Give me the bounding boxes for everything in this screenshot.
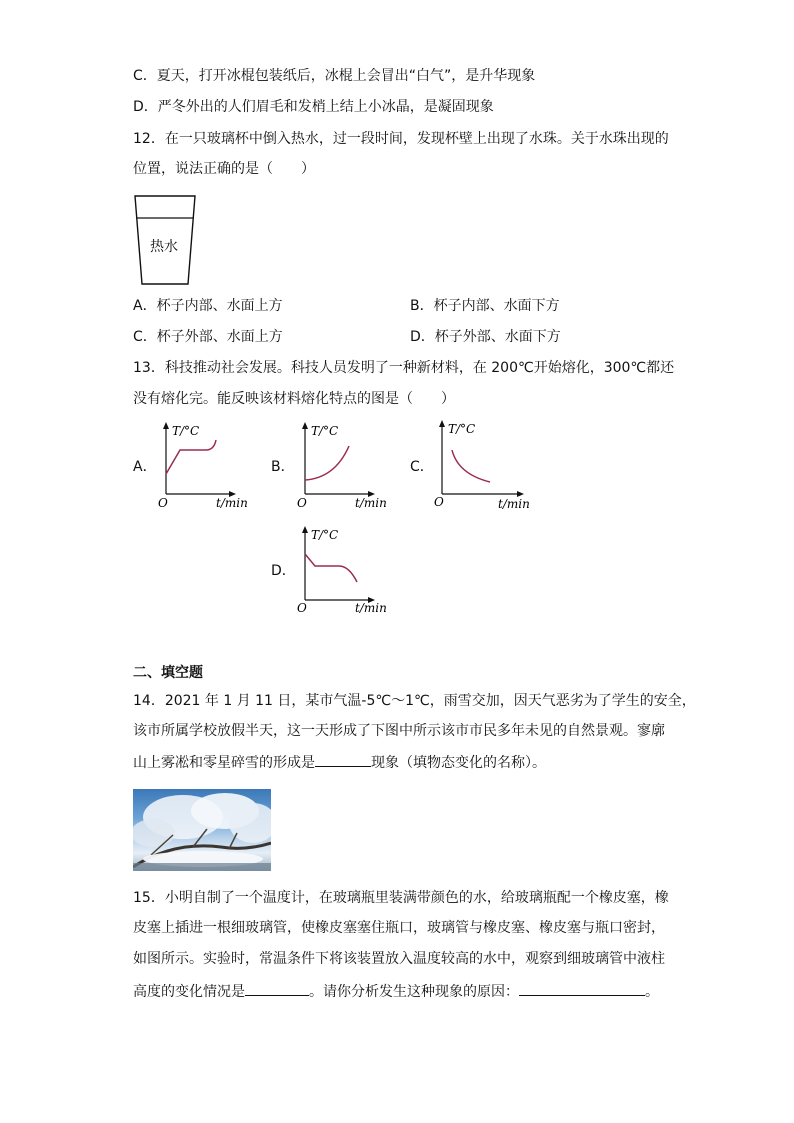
q12-stem-line2: 位置，说法正确的是（ ） bbox=[133, 161, 315, 177]
cup-figure bbox=[133, 194, 197, 286]
graph-b-curve bbox=[305, 446, 349, 480]
q15-stem-line2: 皮塞上插进一根细玻璃管，使橡皮塞塞住瓶口，玻璃管与橡皮塞、橡皮塞与瓶口密封， bbox=[133, 920, 665, 936]
graph-b-y-arrow bbox=[302, 422, 308, 429]
graph-b-letter: B． bbox=[271, 459, 295, 475]
graph-c-xlabel: t/min bbox=[498, 497, 530, 511]
graph-b-ylabel: T/°C bbox=[311, 424, 339, 438]
cup-label: 热水 bbox=[150, 239, 178, 255]
q15-answer-blank-1[interactable] bbox=[245, 981, 309, 996]
graph-d-origin: O bbox=[297, 601, 307, 615]
graph-d-xlabel: t/min bbox=[355, 601, 387, 615]
graph-d bbox=[289, 522, 399, 618]
graph-b-origin: O bbox=[297, 496, 307, 510]
q14-line3-after: 现象（填物态变化的名称）。 bbox=[371, 755, 546, 771]
graph-c-origin: O bbox=[434, 495, 444, 509]
graph-c bbox=[428, 416, 538, 514]
graph-d-ylabel: T/°C bbox=[311, 528, 339, 542]
rime-photo bbox=[133, 789, 271, 871]
graph-d-letter: D． bbox=[271, 563, 296, 579]
q15-answer-blank-2[interactable] bbox=[519, 981, 645, 996]
q15-line4-c: 。 bbox=[645, 984, 659, 1000]
q15-line4-a: 高度的变化情况是 bbox=[133, 984, 245, 1000]
graph-b bbox=[289, 418, 399, 514]
q14-stem-line1: 14．2021 年 1 月 11 日，某市气温-5℃～1℃，雨雪交加，因天气恶劣为了学生的安全， bbox=[133, 693, 696, 709]
graph-c-y-arrow bbox=[439, 420, 445, 427]
graph-d-curve bbox=[305, 554, 357, 582]
q12-stem-line1: 12．在一只玻璃杯中倒入热水，过一段时间，发现杯壁上出现了水珠。关于水珠出现的 bbox=[133, 131, 669, 147]
graph-a-letter: A． bbox=[133, 459, 157, 475]
graph-a bbox=[150, 418, 260, 514]
graph-a-xlabel: t/min bbox=[216, 496, 248, 510]
q12-option-a: A．杯子内部、水面上方 bbox=[133, 298, 283, 314]
graph-d-y-arrow bbox=[302, 526, 308, 533]
q11-option-d: D．严冬外出的人们眉毛和发梢上结上小冰晶，是凝固现象 bbox=[133, 99, 494, 115]
graph-c-ylabel: T/°C bbox=[448, 422, 476, 436]
graph-c-curve bbox=[452, 450, 490, 482]
q15-stem-line1: 15．小明自制了一个温度计，在玻璃瓶里装满带颜色的水，给玻璃瓶配一个橡皮塞，橡 bbox=[133, 890, 669, 906]
q14-stem-line2: 该市所属学校放假半天，这一天形成了下图中所示该市市民多年未见的自然景观。寥廓 bbox=[133, 723, 665, 739]
graph-c-letter: C． bbox=[410, 459, 434, 475]
q13-stem-line1: 13．科技推动社会发展。科技人员发明了一种新材料，在 200℃开始熔化，300℃都还 bbox=[133, 360, 675, 376]
q13-stem-line2: 没有熔化完。能反映该材料熔化特点的图是（ ） bbox=[133, 391, 455, 407]
q15-stem-line4 bbox=[133, 981, 659, 1002]
q12-option-d: D．杯子外部、水面下方 bbox=[410, 329, 561, 345]
q12-option-c: C．杯子外部、水面上方 bbox=[133, 329, 283, 345]
section-title: 二、填空题 bbox=[133, 665, 203, 681]
graph-a-ylabel: T/°C bbox=[172, 424, 200, 438]
graph-a-y-arrow bbox=[163, 422, 169, 429]
q14-stem-line3 bbox=[133, 752, 546, 773]
q15-line4-b: 。请你分析发生这种现象的原因： bbox=[309, 984, 519, 1000]
q11-option-c: C．夏天，打开冰棍包装纸后，冰棍上会冒出“白气”，是升华现象 bbox=[133, 68, 536, 84]
rime-photo-art bbox=[133, 789, 271, 871]
q14-line3-before: 山上雾凇和零星碎雪的形成是 bbox=[133, 755, 315, 771]
graph-a-curve bbox=[166, 440, 216, 474]
q14-answer-blank[interactable] bbox=[315, 752, 371, 767]
graph-a-origin: O bbox=[158, 496, 168, 510]
graph-b-xlabel: t/min bbox=[355, 496, 387, 510]
q15-stem-line3: 如图所示。实验时，常温条件下将该装置放入温度较高的水中，观察到细玻璃管中液柱 bbox=[133, 951, 665, 967]
q12-option-b: B．杯子内部、水面下方 bbox=[410, 298, 560, 314]
